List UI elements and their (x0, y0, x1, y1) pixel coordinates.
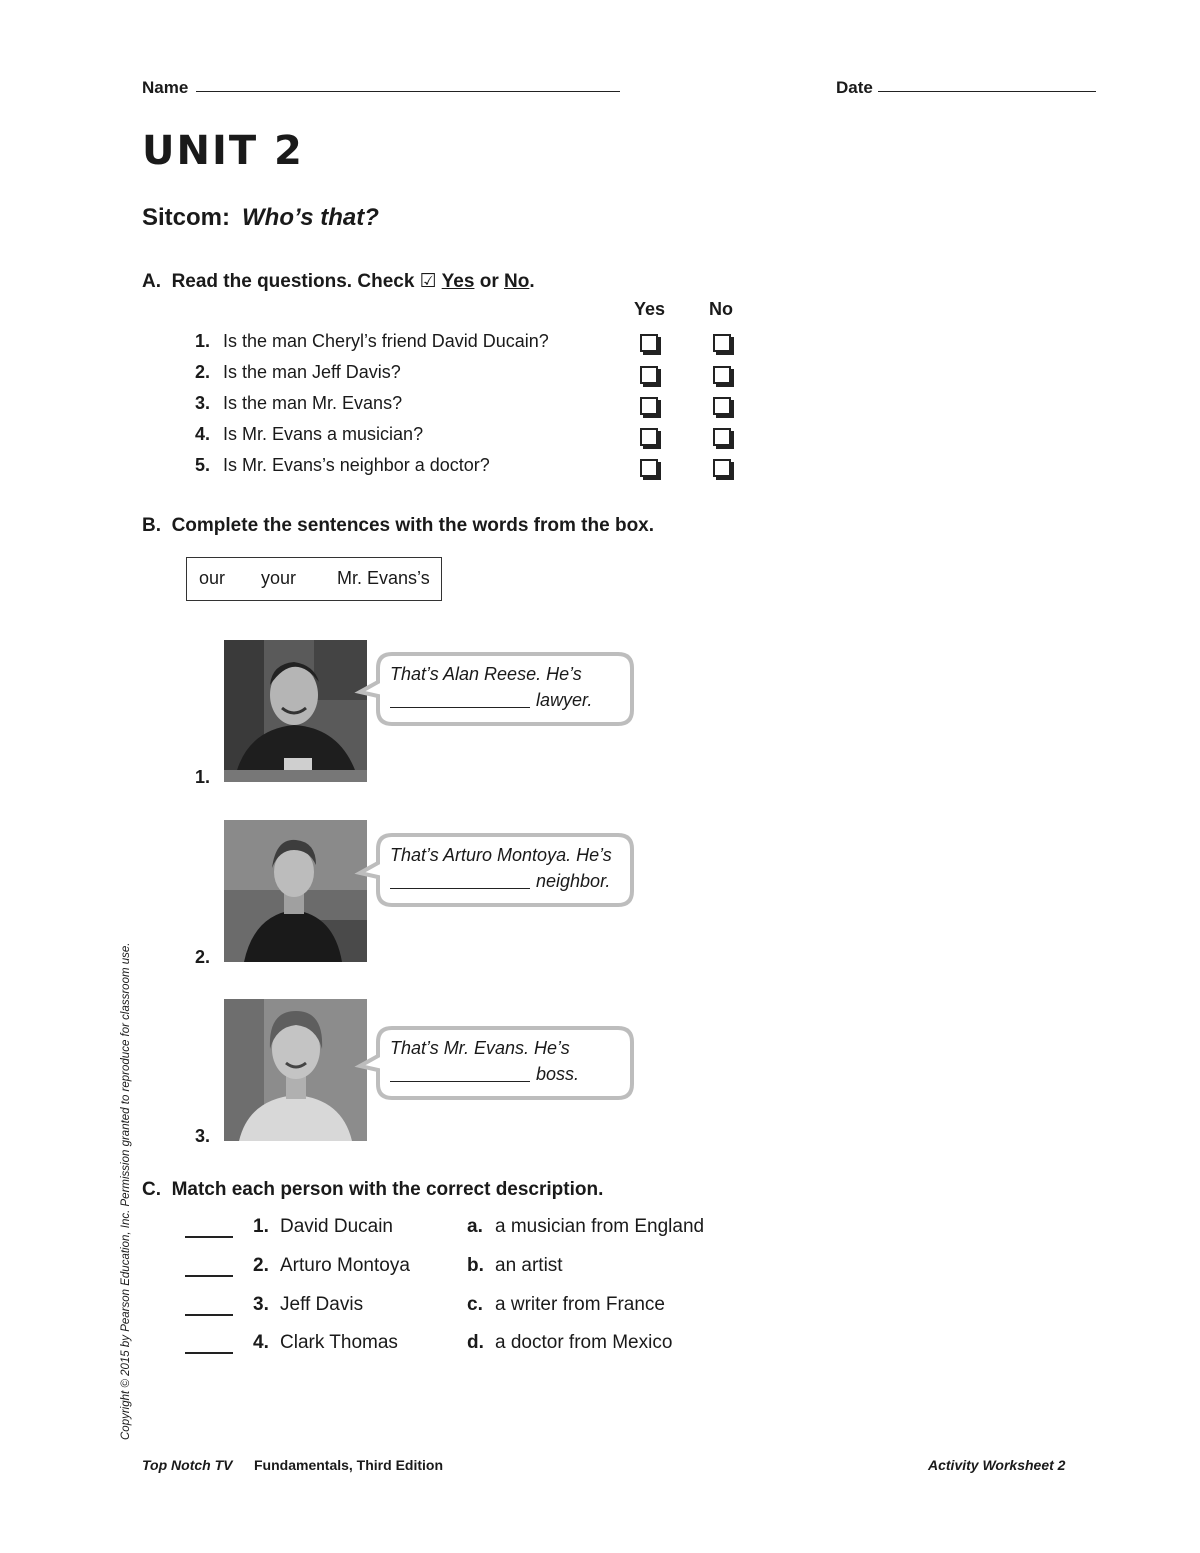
question-row (195, 393, 402, 417)
match-answer-blank[interactable] (185, 1275, 233, 1277)
question-text: Is Mr. Evans’s neighbor a doctor? (223, 455, 490, 475)
item-number: 2. (195, 947, 211, 967)
no-checkbox-2[interactable] (713, 366, 731, 384)
answer-blank[interactable] (390, 707, 530, 708)
subtitle-prefix: Sitcom: (142, 204, 231, 231)
answer-blank[interactable] (390, 1081, 530, 1082)
match-letter: b. (467, 1255, 484, 1276)
name-label: Name (142, 78, 189, 97)
match-row (0, 1216, 1200, 1242)
question-number: 4. (195, 424, 211, 444)
question-row (195, 424, 423, 448)
match-letter: d. (467, 1332, 484, 1353)
bubble-line-1: That’s Alan Reese. He’s (390, 664, 582, 684)
match-answer-blank[interactable] (185, 1236, 233, 1238)
subtitle-title: Who’s that? (242, 204, 379, 231)
question-text: Is the man Jeff Davis? (223, 362, 401, 382)
footer-edition: Fundamentals, Third Edition (254, 1457, 443, 1473)
section-c-text: Match each person with the correct description. (171, 1179, 604, 1200)
bubble-line-2-text: boss. (536, 1064, 580, 1084)
word-box (186, 557, 442, 601)
match-number: 2. (253, 1255, 269, 1276)
match-person: Clark Thomas (280, 1332, 398, 1353)
bubble-line-1: That’s Arturo Montoya. He’s (390, 845, 612, 865)
question-number: 3. (195, 393, 211, 413)
section-a-instruction (142, 270, 535, 293)
section-b-letter: B. (142, 515, 161, 536)
word-box-item: our (199, 568, 226, 588)
match-answer-blank[interactable] (185, 1352, 233, 1354)
match-person: Arturo Montoya (280, 1255, 410, 1276)
section-b-instruction (142, 515, 654, 537)
check-icon: ☑ (419, 271, 437, 292)
page-subtitle (142, 204, 379, 232)
bubble-line-1: That’s Mr. Evans. He’s (390, 1038, 570, 1058)
no-checkbox-4[interactable] (713, 428, 731, 446)
yes-word: Yes (441, 271, 475, 292)
speech-bubble-1 (374, 652, 634, 726)
yes-checkbox-5[interactable] (640, 459, 658, 477)
match-answer-blank[interactable] (185, 1314, 233, 1316)
bubble-line-2 (390, 1064, 579, 1085)
photo-woman-smiling (224, 999, 367, 1141)
question-text: Is Mr. Evans a musician? (223, 424, 424, 444)
question-row (195, 455, 490, 479)
match-description: an artist (495, 1255, 563, 1276)
yes-checkbox-2[interactable] (640, 366, 658, 384)
section-b-text: Complete the sentences with the words from the box. (171, 515, 655, 536)
item-number: 1. (195, 767, 211, 787)
speech-bubble-3 (374, 1026, 634, 1100)
question-number: 2. (195, 362, 211, 382)
match-row (0, 1294, 1200, 1320)
item-number: 3. (195, 1126, 211, 1146)
question-text: Is the man Cheryl’s friend David Ducain? (223, 331, 549, 351)
word-box-item: your (261, 568, 297, 588)
match-number: 1. (253, 1216, 269, 1237)
match-person: Jeff Davis (280, 1294, 364, 1315)
question-number: 1. (195, 331, 211, 351)
copyright-notice: Copyright © 2015 by Pearson Education, Inc. Permission granted to reproduce for classroom use. (120, 942, 132, 1440)
no-checkbox-5[interactable] (713, 459, 731, 477)
column-yes-header: Yes (634, 299, 666, 319)
match-description: a writer from France (495, 1294, 665, 1315)
match-letter: c. (467, 1294, 483, 1315)
or-word: or (479, 271, 499, 292)
question-row (195, 331, 549, 355)
yes-checkbox-3[interactable] (640, 397, 658, 415)
word-box-item: Mr. Evans’s (337, 568, 430, 588)
match-row (0, 1255, 1200, 1281)
match-number: 3. (253, 1294, 269, 1315)
photo-man-laughing (224, 640, 367, 782)
section-c-letter: C. (142, 1179, 161, 1200)
no-word: No (504, 271, 530, 292)
answer-blank[interactable] (390, 888, 530, 889)
column-no-header: No (709, 299, 733, 319)
match-person: David Ducain (280, 1216, 393, 1237)
footer-series: Top Notch TV (142, 1457, 233, 1473)
section-c-instruction (142, 1179, 603, 1201)
question-text: Is the man Mr. Evans? (223, 393, 403, 413)
bubble-line-2 (390, 690, 592, 711)
question-row (195, 362, 401, 386)
match-description: a musician from England (495, 1216, 705, 1237)
no-checkbox-3[interactable] (713, 397, 731, 415)
match-row (0, 1332, 1200, 1358)
speech-bubble-2 (374, 833, 634, 907)
date-field-line[interactable] (878, 91, 1096, 92)
bubble-line-2-text: neighbor. (536, 871, 611, 891)
section-a-letter: A. (142, 271, 161, 292)
name-field-line[interactable] (196, 91, 620, 92)
yes-checkbox-1[interactable] (640, 334, 658, 352)
no-checkbox-1[interactable] (713, 334, 731, 352)
question-number: 5. (195, 455, 211, 475)
footer-worksheet: Activity Worksheet 2 (928, 1457, 1066, 1473)
match-number: 4. (253, 1332, 269, 1353)
unit-title: UNIT 2 (142, 128, 304, 174)
section-a-text: Read the questions. Check (171, 271, 415, 292)
photo-woman-talking (224, 820, 367, 962)
match-description: a doctor from Mexico (495, 1332, 673, 1353)
period: . (529, 271, 535, 292)
yes-checkbox-4[interactable] (640, 428, 658, 446)
match-letter: a. (467, 1216, 483, 1237)
bubble-line-2 (390, 871, 610, 892)
date-label: Date (836, 78, 873, 97)
bubble-line-2-text: lawyer. (536, 690, 593, 710)
